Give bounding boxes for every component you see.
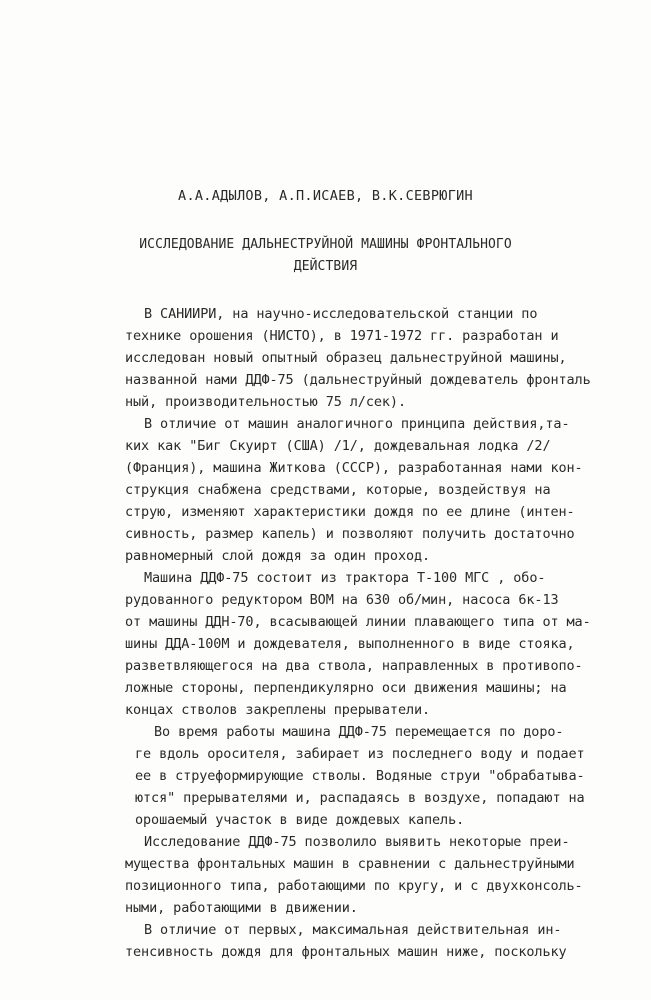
text-line: ный, производительностью 75 л/сек). [125, 394, 406, 410]
title-line-1: ИССЛЕДОВАНИЕ ДАЛЬНЕСТРУЙНОЙ МАШИНЫ ФРОНТАЛЬНОГО [139, 237, 512, 252]
text-line: В отличие от первых, максимальная действительная ин- [144, 922, 562, 938]
text-line: ными, работающими в движении. [125, 900, 358, 916]
text-line: ге вдоль оросителя, забирает из последнего воду и подает [135, 746, 585, 762]
text-line: ются" прерывателями и, распадаясь в воздухе, попадают на [135, 790, 585, 806]
text-line: разветвляющегося на два ствола, направленных в противопо- [125, 658, 583, 674]
authors-line: А.А.АДЫЛОВ, А.П.ИСАЕВ, В.К.СЕВРЮГИН [178, 188, 473, 204]
text-line: мущества фронтальных машин в сравнении с дальнеструйными [125, 856, 575, 872]
text-line: технике орошения (НИСТО), в 1971-1972 гг. разработан и [125, 328, 559, 344]
title-line-2: ДЕЙСТВИЯ [293, 259, 358, 274]
text-line: ложные стороны, перпендикулярно оси движения машины; на [125, 680, 567, 696]
text-line: сивность, размер капель) и позволяют получить достаточно [125, 526, 575, 542]
text-line: (Франция), машина Житкова (СССР), разработанная нами кон- [125, 460, 583, 476]
text-line: рудованного редуктором ВОМ на 630 об/мин, насоса 6к-13 [125, 592, 559, 608]
text-line: Исследование ДДФ-75 позволило выявить некоторые преи- [144, 834, 570, 850]
text-line: струю, изменяют характеристики дождя по ее длине (интен- [125, 504, 575, 520]
text-line: от машины ДДН-70, всасывающей линии плавающего типа от ма- [125, 614, 591, 630]
text-line: названной нами ДДФ-75 (дальнеструйный дождеватель фронталь [125, 372, 591, 388]
text-line: тенсивность дождя для фронтальных машин ниже, поскольку [125, 944, 567, 960]
text-line: орошаемый участок в виде дождевых капель. [135, 812, 465, 828]
text-line: концах стволов закреплены прерыватели. [125, 702, 431, 718]
text-line: равномерный слой дождя за один проход. [125, 548, 431, 564]
text-line: шины ДДА-100М и дождевателя, выполненного в виде стояка, [125, 636, 575, 652]
text-line: струкция снабжена средствами, которые, воздействуя на [125, 482, 551, 498]
text-line: позиционного типа, работающими по кругу, и с двухконсоль- [125, 878, 583, 894]
text-line: Машина ДДФ-75 состоит из трактора Т-100 МГС , обо- [144, 570, 546, 586]
text-line: Во время работы машина ДДФ-75 перемещается по дорo- [154, 724, 564, 740]
text-line: В отличие от машин аналогичного принципа действия,та- [144, 416, 570, 432]
text-line: В САНИИРИ, на научно-исследовательской станции по [144, 306, 538, 322]
text-line: ких как "Биг Скуирт (США) /1/, дождевальная лодка /2/ [125, 438, 551, 454]
text-line: исследован новый опытный образец дальнеструйной машины, [125, 350, 567, 366]
text-line: ее в струеформирующие стволы. Водяные струи "обрабатыва- [135, 768, 585, 784]
